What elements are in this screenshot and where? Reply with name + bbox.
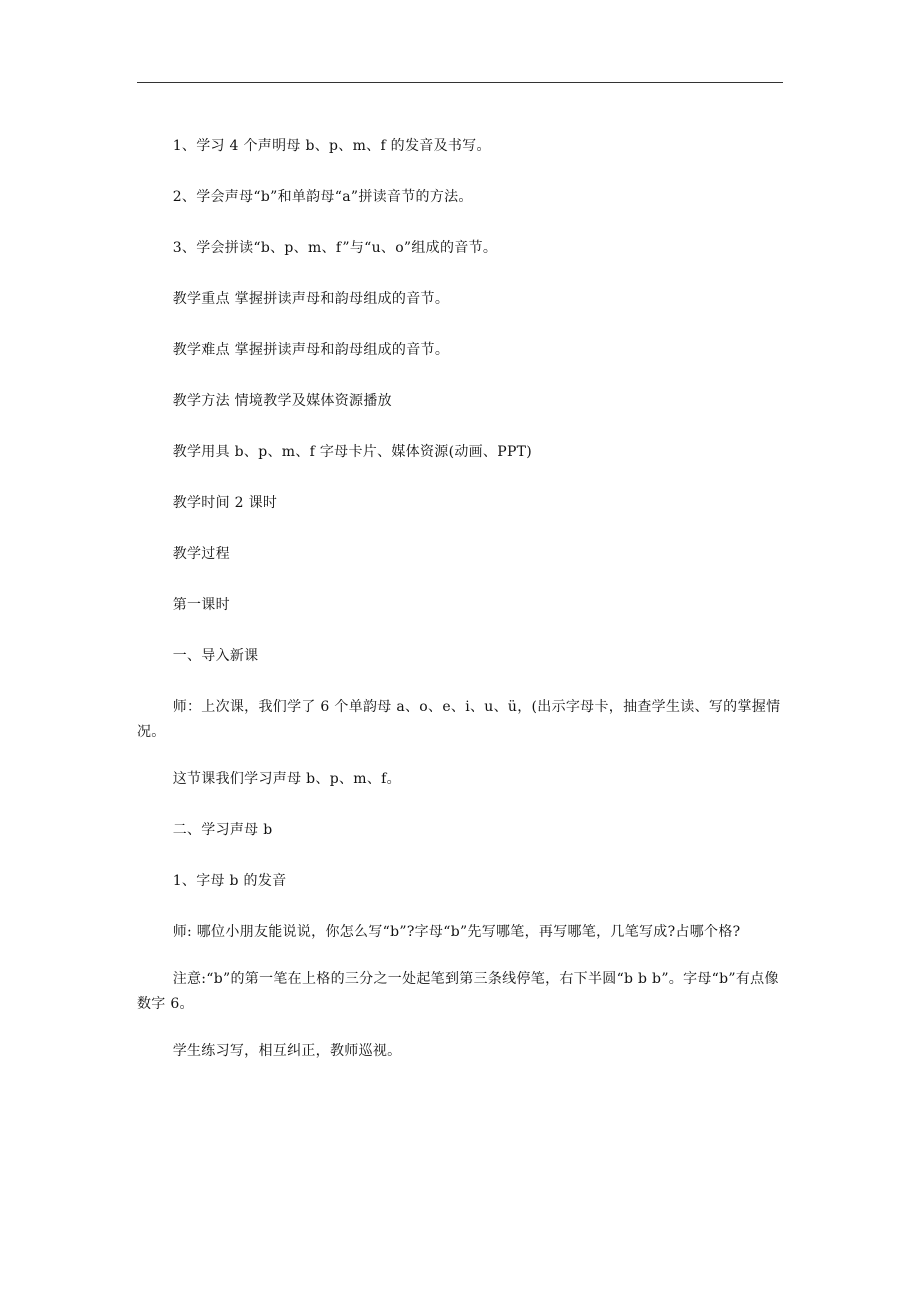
section-b-heading: 二、学习声母 b [172, 822, 273, 838]
writing-note-paragraph: 注意:“b”的第一笔在上格的三分之一处起笔到第三条线停笔，右下半圆“b b b”。字母“b”有点像数字 6。 [137, 971, 779, 1012]
objective-3: 3、学会拼读“b、p、m、f”与“u、o”组成的音节。 [172, 240, 498, 256]
teaching-difficulty: 教学难点 掌握拼读声母和韵母组成的音节。 [172, 342, 450, 358]
first-lesson-heading: 第一课时 [172, 597, 230, 613]
b-pronunciation-heading: 1、字母 b 的发音 [172, 873, 287, 889]
section-intro-heading: 一、导入新课 [172, 648, 259, 664]
header-rule [137, 82, 783, 83]
teaching-time: 教学时间 2 课时 [172, 495, 278, 511]
practice-paragraph: 学生练习写，相互纠正，教师巡视。 [172, 1043, 402, 1059]
teacher-question-paragraph: 师: 哪位小朋友能说说，你怎么写“b”?字母“b”先写哪笔，再写哪笔，几笔写成?占哪个格? [172, 924, 741, 940]
document-body [137, 134, 783, 1090]
teaching-focus: 教学重点 掌握拼读声母和韵母组成的音节。 [172, 291, 450, 307]
teaching-method: 教学方法 情境教学及媒体资源播放 [172, 393, 392, 409]
teacher-intro-paragraph: 师：上次课，我们学了 6 个单韵母 a、o、e、i、u、ü，(出示字母卡，抽查学生读、写的掌握情况。 [137, 699, 781, 740]
teaching-process-heading: 教学过程 [172, 546, 230, 562]
objective-1: 1、学习 4 个声明母 b、p、m、f 的发音及书写。 [172, 138, 491, 154]
objective-2: 2、学会声母“b”和单韵母“a”拼读音节的方法。 [172, 189, 473, 205]
teaching-materials: 教学用具 b、p、m、f 字母卡片、媒体资源(动画、PPT) [172, 444, 533, 460]
lesson-topic-paragraph: 这节课我们学习声母 b、p、m、f。 [172, 771, 401, 787]
